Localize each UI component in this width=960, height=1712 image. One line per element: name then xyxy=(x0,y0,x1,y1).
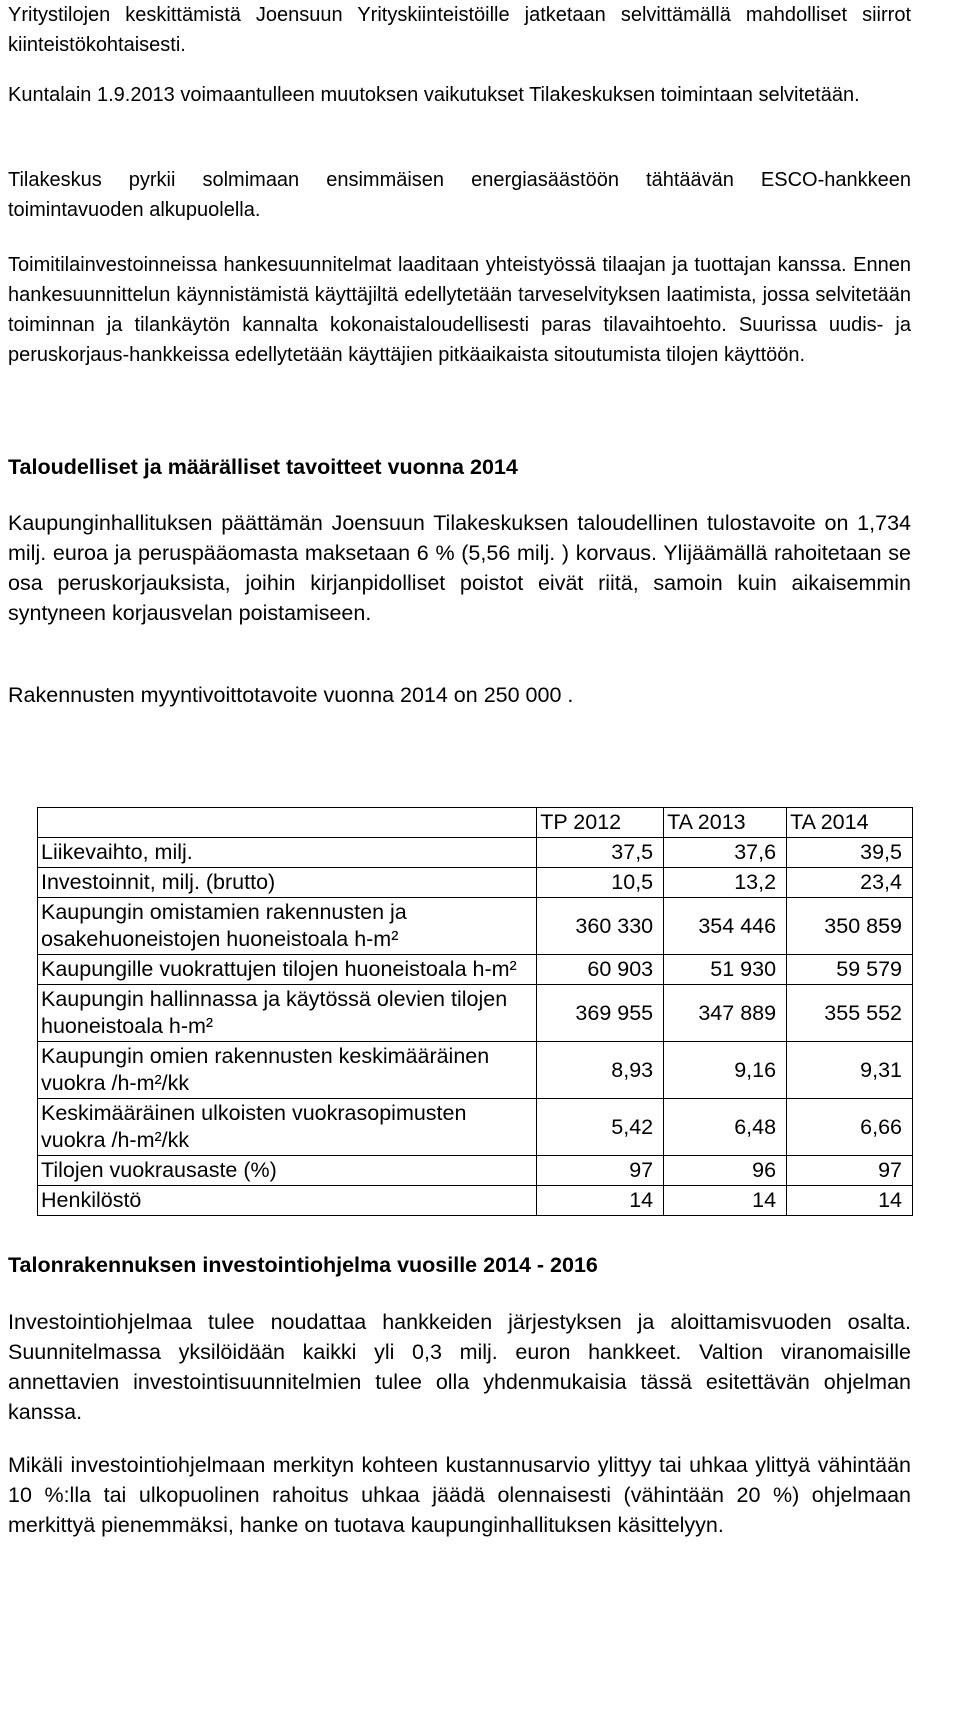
table-cell: 96 xyxy=(664,1156,787,1186)
table-cell: 97 xyxy=(537,1156,664,1186)
table-cell: 9,31 xyxy=(787,1042,913,1099)
table-cell: 60 903 xyxy=(537,955,664,985)
table-row xyxy=(38,1186,913,1216)
table-header-cell: TA 2014 xyxy=(787,808,913,838)
row-label: Kaupungin omistamien rakennusten ja osakehuoneistojen huoneistoala h-m² xyxy=(38,898,537,955)
table-cell: 10,5 xyxy=(537,868,664,898)
row-label: Kaupungin hallinnassa ja käytössä olevien tilojen huoneistoala h-m² xyxy=(38,985,537,1042)
table-cell: 8,93 xyxy=(537,1042,664,1099)
key-figures-table xyxy=(37,807,913,1216)
intro-paragraph-2: Kuntalain 1.9.2013 voimaantulleen muutoksen vaikutukset Tilakeskuksen toimintaan selvitetään. xyxy=(8,84,860,106)
row-label: Tilojen vuokrausaste (%) xyxy=(38,1156,537,1186)
table-cell: 369 955 xyxy=(537,985,664,1042)
row-label: Henkilöstö xyxy=(38,1186,537,1216)
table-row xyxy=(38,1156,913,1186)
investment-paragraph-1: Investointiohjelmaa tulee noudattaa hankkeiden järjestyksen ja aloittamisvuoden osalta. Suunnitelmassa yksilöidään kaikki yli 0,3 milj. euron hankkeet. Valtion viranomaisille annettavien investointisuunnitelmien tulee olla yhdenmukaisia tässä esitettävän ohjelman kanssa. xyxy=(8,1310,911,1424)
table-header-cell xyxy=(38,808,537,838)
section-heading-targets: Taloudelliset ja määrälliset tavoitteet vuonna 2014 xyxy=(8,455,518,479)
table-cell: 23,4 xyxy=(787,868,913,898)
table-cell: 355 552 xyxy=(787,985,913,1042)
table-row xyxy=(38,838,913,868)
table-row xyxy=(38,985,913,1042)
table-cell: 13,2 xyxy=(664,868,787,898)
section-heading-investment-program: Talonrakennuksen investointiohjelma vuosille 2014 - 2016 xyxy=(8,1253,598,1277)
investment-paragraph-2: Mikäli investointiohjelmaan merkityn kohteen kustannusarvio ylittyy tai uhkaa ylittyä vähintään 10 %:lla tai ulkopuolinen rahoitus uhkaa jäädä olennaisesti (vähintään 20 %) ohjelmaan merkittyä pienemmäksi, hanke on tuotava kaupunginhallituksen käsittelyyn. xyxy=(8,1453,911,1537)
sales-target-paragraph: Rakennusten myyntivoittotavoite vuonna 2014 on 250 000 . xyxy=(8,683,574,707)
intro-paragraph-4: Toimitilainvestoinneissa hankesuunnitelmat laaditaan yhteistyössä tilaajan ja tuottajan kanssa. Ennen hankesuunnittelun käynnistämistä käyttäjiltä edellytetään tarveselvityksen laatimista, jossa selvitetään toiminnan ja tilankäytön kannalta kokonaistaloudellisesti paras tilavaihtoehto. Suurissa uudis- ja peruskorjaus-hankkeissa edellytetään käyttäjien pitkäaikaista sitoutumista tilojen käyttöön. xyxy=(8,254,911,366)
intro-paragraph-3: Tilakeskus pyrkii solmimaan ensimmäisen energiasäästöön tähtäävän ESCO-hankkeen toimintavuoden alkupuolella. xyxy=(8,169,911,221)
row-label: Investoinnit, milj. (brutto) xyxy=(38,868,537,898)
table-header-cell: TA 2013 xyxy=(664,808,787,838)
table-cell: 6,66 xyxy=(787,1099,913,1156)
table-cell: 5,42 xyxy=(537,1099,664,1156)
table-header-cell: TP 2012 xyxy=(537,808,664,838)
table-cell: 354 446 xyxy=(664,898,787,955)
table-cell: 14 xyxy=(787,1186,913,1216)
row-label: Kaupungille vuokrattujen tilojen huoneistoala h-m² xyxy=(38,955,537,985)
table-cell: 59 579 xyxy=(787,955,913,985)
row-label: Kaupungin omien rakennusten keskimääräinen vuokra /h-m²/kk xyxy=(38,1042,537,1099)
row-label: Liikevaihto, milj. xyxy=(38,838,537,868)
table-row xyxy=(38,955,913,985)
table-cell: 97 xyxy=(787,1156,913,1186)
table-cell: 14 xyxy=(664,1186,787,1216)
table-cell: 37,5 xyxy=(537,838,664,868)
row-label: Keskimääräinen ulkoisten vuokrasopimusten vuokra /h-m²/kk xyxy=(38,1099,537,1156)
table-cell: 14 xyxy=(537,1186,664,1216)
table-cell: 39,5 xyxy=(787,838,913,868)
table-row xyxy=(38,898,913,955)
intro-paragraph-1: Yritystilojen keskittämistä Joensuun Yrityskiinteistöille jatketaan selvittämällä mahdolliset siirrot kiinteistökohtaisesti. xyxy=(8,4,911,56)
table-cell: 51 930 xyxy=(664,955,787,985)
table-header-row xyxy=(38,808,913,838)
table-row xyxy=(38,1042,913,1099)
table-cell: 9,16 xyxy=(664,1042,787,1099)
targets-paragraph: Kaupunginhallituksen päättämän Joensuun Tilakeskuksen taloudellinen tulostavoite on 1,734 milj. euroa ja peruspääomasta maksetaan 6 % (5,56 milj. ) korvaus. Ylijäämällä rahoitetaan se osa peruskorjauksista, joihin kirjanpidolliset poistot eivät riitä, samoin kuin aikaisemmin syntyneen korjausvelan poistamiseen. xyxy=(8,511,911,625)
table-cell: 37,6 xyxy=(664,838,787,868)
table-cell: 6,48 xyxy=(664,1099,787,1156)
table-cell: 347 889 xyxy=(664,985,787,1042)
table-cell: 360 330 xyxy=(537,898,664,955)
table-cell: 350 859 xyxy=(787,898,913,955)
table-row xyxy=(38,1099,913,1156)
table-row xyxy=(38,868,913,898)
